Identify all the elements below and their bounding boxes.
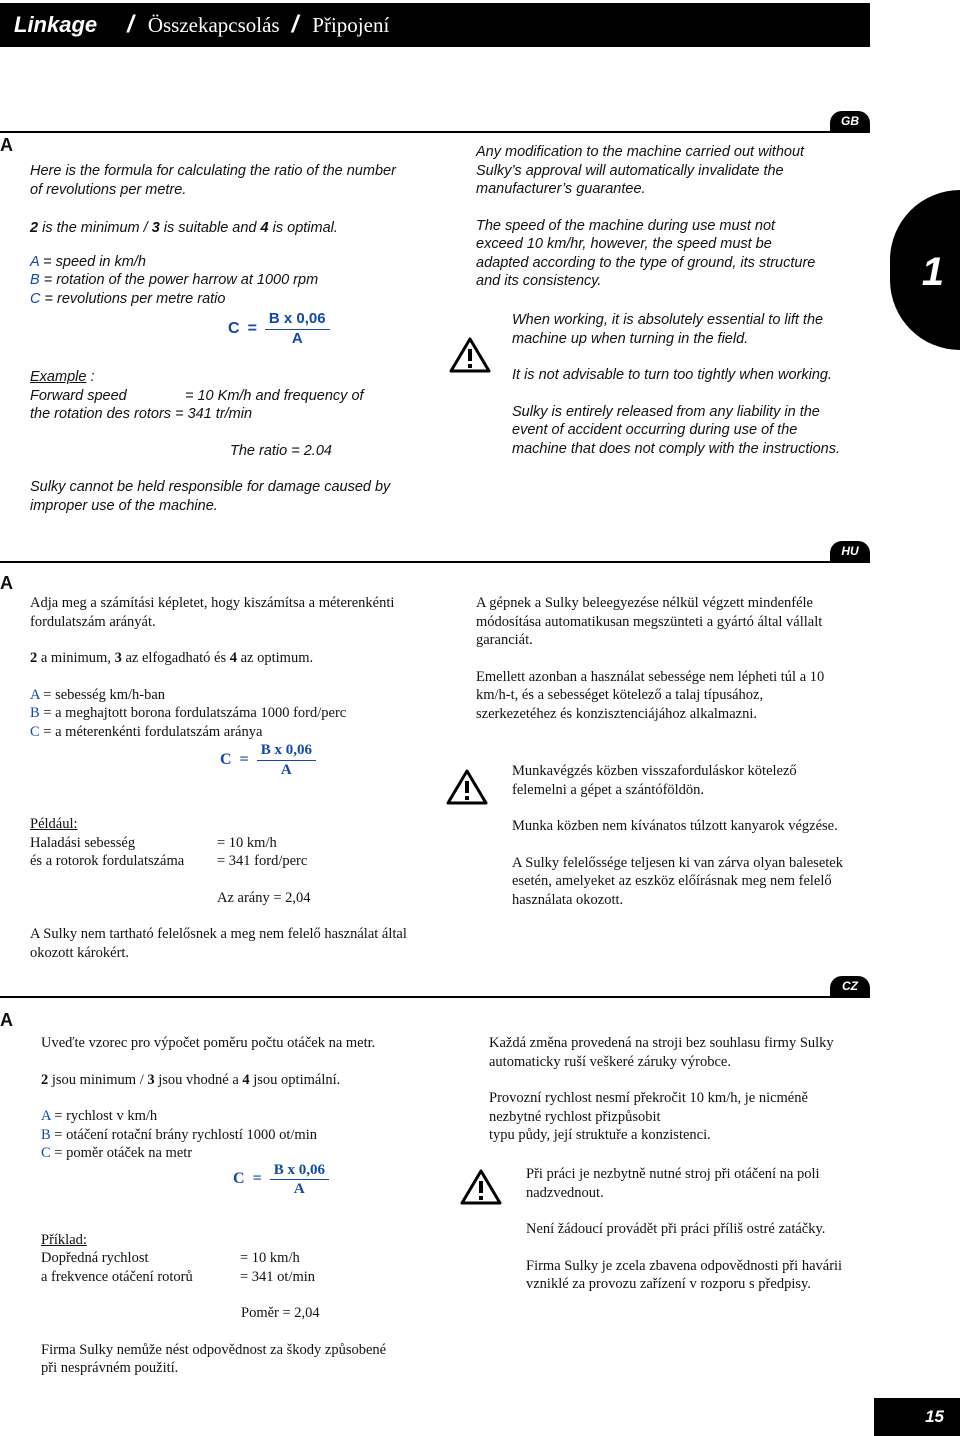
gb-modification: Any modification to the machine carried out without Sulky’s approval will automatically invalidate the manufacturer’s guarantee. bbox=[476, 144, 805, 197]
section-divider bbox=[0, 996, 870, 998]
chapter-tab bbox=[890, 190, 960, 350]
section-letter: A bbox=[0, 1010, 13, 1030]
cz-speed-cont: typu půdy, její struktuře a konzistenci. bbox=[489, 1127, 711, 1143]
cz-formula: C = $\frac{\text{B x 0,06}}{A}$ bbox=[233, 1161, 401, 1199]
hu-intro: Adja meg a számítási képletet, hogy kiszámítsa a méterenkénti fordulatszám arányát. bbox=[30, 595, 395, 630]
cz-intro: Uveďte vzorec pro výpočet poměru počtu otáček na metr. bbox=[41, 1035, 376, 1051]
def-row: C = revolutions per metre ratio bbox=[30, 290, 226, 307]
gb-liability: Sulky is entirely released from any liability in the event of accident occurring during use of the machine that does not comply with the instructions. bbox=[512, 403, 841, 457]
title-en: Linkage bbox=[14, 12, 98, 37]
cz-definitions bbox=[41, 1107, 401, 1163]
hu-example-line2: és a rotorok fordulatszáma = 341 ford/perc bbox=[30, 853, 308, 869]
title-separator: / bbox=[127, 11, 134, 38]
gb-speed: The speed of the machine during use must not exceed 10 km/hr, however, the speed must be adapted according to the type of ground, its structure and its consistency. bbox=[476, 217, 816, 289]
def-row: B = a meghajtott borona fordulatszáma 1000 ford/perc bbox=[30, 705, 347, 721]
header-bar bbox=[0, 3, 870, 47]
section-letter: A bbox=[0, 573, 13, 593]
hu-modification: A gépnek a Sulky beleegyezése nélkül végzett mindenféle módosítása automatikusan megszünteti a gyártó által vállalt garanciát. bbox=[476, 595, 823, 648]
hu-liability: A Sulky felelőssége teljesen ki van zárva olyan balesetek esetén, amelyeket az eszköz előírásnak meg nem felelő használata okozott. bbox=[512, 854, 843, 908]
def-row: C = a méterenkénti fordulatszám aránya bbox=[30, 723, 263, 740]
cz-lift: Při práci je nezbytně nutné stroj při otáčení na poli nadzvednout. bbox=[526, 1166, 820, 1201]
hu-disclaimer: A Sulky nem tartható felelősnek a meg nem felelő használat által okozott károkért. bbox=[30, 926, 407, 961]
gb-intro: Here is the formula for calculating the ratio of the number of revolutions per metre. bbox=[30, 163, 396, 198]
warning-icon bbox=[446, 768, 488, 806]
gb-disclaimer: Sulky cannot be held responsible for damage caused by improper use of the machine. bbox=[30, 479, 391, 514]
section-divider bbox=[0, 131, 870, 133]
hu-minimum: 2 a minimum, 3 az elfogadható és 4 az optimum. bbox=[30, 650, 314, 666]
warning-icon bbox=[449, 336, 491, 374]
lang-tab-hu: HU bbox=[830, 541, 870, 561]
def-row: A = rychlost v km/h bbox=[41, 1108, 158, 1124]
hu-formula: C = $\frac{\text{B x 0,06}}{A}$ bbox=[220, 741, 410, 779]
title-separator: / bbox=[291, 11, 299, 38]
cz-ratio: Poměr = 2,04 bbox=[241, 1305, 320, 1321]
page-number: 15 bbox=[874, 1398, 960, 1436]
gb-minimum: 2 is the minimum / 3 is suitable and 4 is optimal. bbox=[30, 220, 338, 236]
cz-disclaimer: Firma Sulky nemůže nést odpovědnost za škody způsobené při nesprávném použití. bbox=[41, 1341, 387, 1376]
def-row: B = otáčení rotační brány rychlostí 1000 ot/min bbox=[41, 1126, 317, 1143]
def-row: C = poměr otáček na metr bbox=[41, 1145, 193, 1161]
hu-example-heading: Például: bbox=[30, 816, 78, 832]
gb-example-line1: Forward speed = 10 Km/h and frequency of bbox=[30, 387, 364, 404]
hu-definitions bbox=[30, 686, 410, 742]
hu-example-line1: Haladási sebesség = 10 km/h bbox=[30, 834, 277, 851]
hu-right-column bbox=[476, 594, 846, 723]
gb-formula: C = $\frac{\text{B x 0,06}}{A}$ bbox=[228, 310, 400, 348]
def-row: A = sebesség km/h-ban bbox=[30, 686, 166, 703]
cz-minimum: 2 jsou minimum / 3 jsou vhodné a 4 jsou optimální. bbox=[41, 1071, 341, 1088]
gb-ratio: The ratio = 2.04 bbox=[230, 442, 332, 459]
hu-left-column bbox=[30, 594, 410, 962]
cz-left-column bbox=[41, 1034, 401, 1378]
chapter-number: 1 bbox=[921, 250, 944, 294]
cz-liability: Firma Sulky je zcela zbavena odpovědnosti při havárii vzniklé za provozu zařízení v rozporu s předpisy. bbox=[526, 1257, 843, 1292]
title-cz: Připojení bbox=[312, 12, 390, 37]
lang-tab-cz: CZ bbox=[830, 976, 870, 996]
title-hu: Összekapcsolás bbox=[147, 12, 280, 37]
lang-tab-gb: GB bbox=[830, 111, 870, 131]
cz-speed: Provozní rychlost nesmí překročit 10 km/h, je nicméně nezbytné rychlost přizpůsobit bbox=[489, 1090, 808, 1125]
hu-warning-block bbox=[512, 762, 847, 909]
cz-modification: Každá změna provedená na stroji bez souhlasu firmy Sulky automaticky ruší veškeré záruky výrobce. bbox=[489, 1035, 834, 1070]
gb-definitions bbox=[30, 253, 400, 309]
cz-warning-block bbox=[526, 1165, 851, 1294]
cz-example-line1: Dopředná rychlost = 10 km/h bbox=[41, 1250, 300, 1266]
cz-tight: Není žádoucí provádět při práci příliš ostré zatáčky. bbox=[526, 1221, 826, 1237]
hu-ratio: Az arány = 2,04 bbox=[217, 889, 311, 906]
def-row: A = speed in km/h bbox=[30, 253, 146, 270]
section-divider bbox=[0, 561, 870, 563]
warning-icon bbox=[460, 1168, 502, 1206]
cz-right-column bbox=[489, 1034, 859, 1145]
cz-example-line2: a frekvence otáčení rotorů = 341 ot/min bbox=[41, 1268, 316, 1285]
hu-tight: Munka közben nem kívánatos túlzott kanyarok végzése. bbox=[512, 818, 838, 834]
hu-speed: Emellett azonban a használat sebessége nem lépheti túl a 10 km/h-t, és a sebességet kötelező a talaj típusához, szerkezetéhez és konzisztenciájához alkalmazni. bbox=[476, 668, 825, 722]
section-letter: A bbox=[0, 135, 13, 155]
gb-warning-block bbox=[512, 311, 847, 458]
gb-lift: When working, it is absolutely essential to lift the machine up when turning in the field. bbox=[512, 312, 824, 347]
gb-left-column bbox=[30, 162, 400, 515]
def-row: B = rotation of the power harrow at 1000 rpm bbox=[30, 272, 319, 288]
hu-lift: Munkavégzés közben visszaforduláskor kötelező felemelni a gépet a szántóföldön. bbox=[512, 763, 797, 798]
gb-example-heading: Example : bbox=[30, 369, 95, 385]
cz-example-heading: Příklad: bbox=[41, 1231, 87, 1248]
gb-right-column bbox=[476, 143, 821, 291]
gb-tight: It is not advisable to turn too tightly when working. bbox=[512, 367, 832, 383]
gb-example-line2: the rotation des rotors = 341 tr/min bbox=[30, 406, 253, 422]
